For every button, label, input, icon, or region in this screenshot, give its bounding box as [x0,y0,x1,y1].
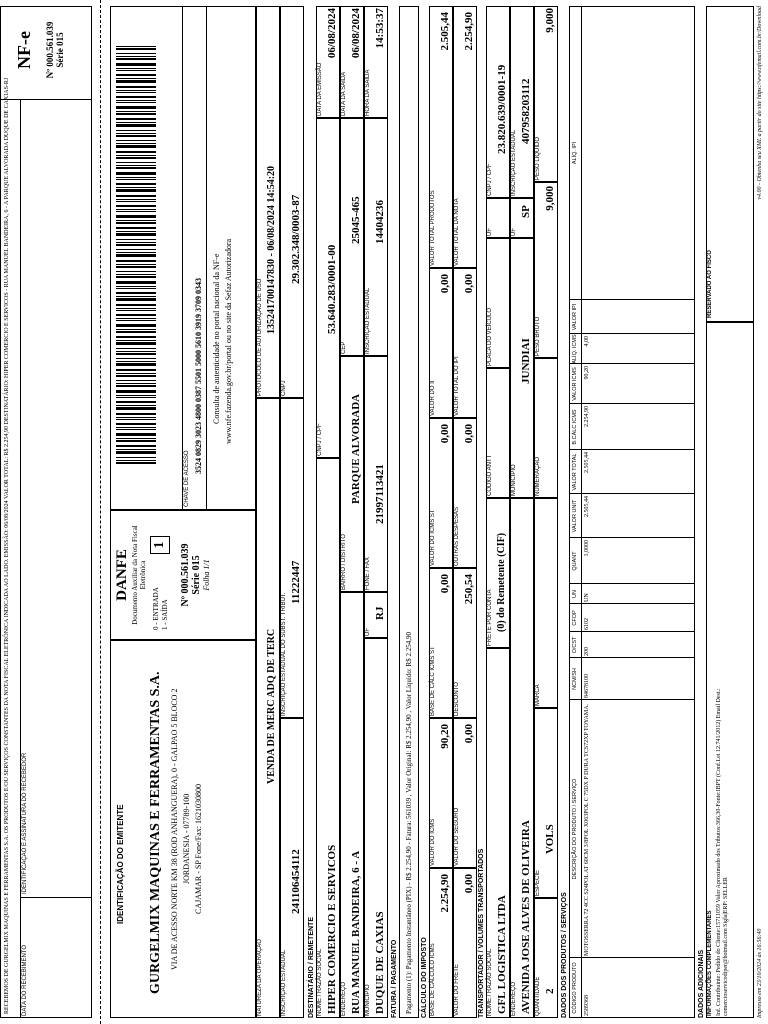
transp-name: GFL LOGISTICA LTDA [496,895,508,1014]
table-cell-ncm: 84678100 [584,674,590,698]
col-divider [569,699,695,700]
emitente-city: CAJAMAR - SP Fone/Fax: 1621030800 [194,784,203,914]
tax-frete: 0,00 [463,874,475,894]
receipt-nfe-box [14,6,65,94]
tax-bc-st: 0,00 [439,574,451,594]
dest-hora-label: HORA DA SAÍDA [365,69,371,116]
adicionais-info-label: INFORMAÇÕES COMPLEMENTARES [707,910,713,1016]
column-header: CÓDIGO PRODUTO [572,962,578,1014]
tax-v-nota-label: VALOR TOTAL DA NOTA [454,198,460,266]
transp-especie: VOLS [544,824,556,854]
chave-label: CHAVE DE ACESSO [184,450,190,507]
col-divider [569,403,695,404]
emitente-section: IDENTIFICAÇÃO DO EMITENTE [116,804,125,924]
cut-line [100,0,101,1024]
table-cell-descricao: MOTOSSERRA 72 4CC S24POL AT 60CM 3/8POL X063POL C 75DX P DURA TCS72XP TOYAMA. [584,703,590,956]
cnpj-label: CNPJ [281,380,287,396]
dest-cnpj: 53.640.283/0001-00 [326,244,338,334]
col-divider [569,449,695,450]
dest-municipio: DUQUE DE CAXIAS [374,911,386,1014]
transp-marca-label: MARCA [535,684,541,706]
iest-value: 11222447 [290,560,302,604]
tax-v-prod: 2.505,44 [439,12,451,51]
transp-marca-box [534,498,558,708]
barcode [116,44,156,464]
table-cell-cst: 200 [584,647,590,656]
tax-frete-label: VALOR DO FRETE [454,964,460,1016]
col-divider [569,657,695,658]
table-cell-codigo: 2589368 [584,995,590,1016]
tax-bc-st-label: BASE DE CÁLC ICMS ST [430,646,436,716]
table-cell-cfop: 6102 [584,618,590,630]
natureza-value: VENDA DE MERC ADQ DE TERC [266,628,277,784]
transp-qtd-label: QUANTIDADE [535,976,541,1016]
tax-ipi: 0,00 [463,274,475,294]
column-header: VALOR TOTAL [572,453,578,491]
danfe-number: Nº 000.561.039 [180,543,191,607]
transp-bruto-label: PESO BRUTO [535,316,541,356]
tax-outras-label: OUTRAS DESPESAS [454,506,460,566]
adicionais-section: DADOS ADICIONAIS [698,949,705,1018]
table-cell-un: UN [584,593,590,602]
column-header: NCM/SH [572,668,578,690]
column-header: VALOR UNIT [572,499,578,533]
table-cell-vtotal: 2.505,44 [584,452,590,473]
chave-value: 3524 0829 3023 4800 0387 5501 5000 5610 3919 3709 0343 [194,278,203,474]
cnpj-value: 29.302.348/0003-87 [290,194,302,284]
iest-label: INSCRIÇÃO ESTADUAL DO SUBST. TRIBUT. [281,592,287,716]
danfe-sheet-count: Folha 1/1 [202,559,211,591]
footer-printed: Impresso em 23/10/2024 às 16:56:40 [757,928,763,1018]
receipt-series: Série 015 [55,32,65,68]
transp-liquido-label: PESO LÍQUIDO [535,136,541,180]
receipt-nfe-title: NF-e [14,31,34,69]
protocolo-value: 135241700147830 - 06/08/2024 14:54:20 [266,165,277,334]
dest-bairro-label: BAIRRO / DISTRITO [341,534,347,590]
dest-ie-label: INSCRIÇÃO ESTADUAL [365,287,371,354]
dest-name-label: NOME / RAZÃO SOCIAL [317,948,323,1016]
receipt-number: Nº 000.561.039 [45,21,55,79]
adicionais-info-box [706,322,754,1018]
transp-cnpj: 23.820.639/0001-19 [496,64,508,154]
danfe-saida: 1 - SAÍDA [161,599,169,630]
dest-address: RUA MANUEL BANDEIRA, 6 - A [350,850,362,1014]
emitente-district: JORDANESIA - 07789-100 [182,793,191,884]
fatura-section: FATURA / PAGAMENTO [391,939,398,1018]
imposto-section: CÁLCULO DO IMPOSTO [421,937,428,1018]
transp-municipio: JUNDIAI [520,338,532,384]
col-divider [569,631,695,632]
column-header: VALOR ICMS [572,367,578,401]
transp-ie-label: INSCRIÇÃO ESTADUAL [511,129,517,196]
tax-v-st-label: VALOR DO ICMS ST [430,509,436,566]
emitente-address: VIA DE ACESSO NORTE KM 38 (ROD ANHANGUERA), 0 - GALPAO 5 BLOCO 2 [170,688,179,970]
fatura-text: Pagamento (1): Pagamento Instantâneo (PIX) - R$ 2.254,90 - Fatura: 561039 , Valor Original: R$ 2.254,90 , Valor Líquido: R$ 2.254,90 [405,632,413,1014]
consulta-line1: Consulta de autenticidade no portal nacional da NF-e [212,253,221,424]
transp-uf2: SP [520,205,532,218]
col-divider [569,493,695,494]
col-divider [569,299,695,300]
fisco-label: RESERVADO AO FISCO [707,250,713,318]
transp-uf2-label: UF [511,228,517,236]
table-cell-vicms: 90,20 [584,366,590,380]
column-header: ALÍQ. ICMS [572,334,578,364]
danfe-number-wrap [180,510,211,640]
dest-uf: RJ [374,606,386,620]
danfe-type-box: 1 [150,536,170,554]
transp-especie-label: ESPÉCIE [535,869,541,896]
transp-address: AVENIDA JOSE ALVES DE OLIVEIRA [520,820,532,1014]
transp-address-label: ENDEREÇO [511,981,517,1016]
dest-cep: 25045-465 [350,196,362,244]
transp-section: TRANSPORTADOR / VOLUMES TRANSPORTADOS [478,848,485,1018]
dest-cnpj-label: CNPJ / CPF [317,423,323,456]
transp-liquido: 9,000 [544,8,556,33]
transp-name-label: NOME / RAZÃO SOCIAL [487,948,493,1016]
transp-municipio-label: MUNICÍPIO [511,464,517,496]
dest-cep-label: CEP [341,341,347,354]
protocolo-label: PROTOCOLO DE AUTORIZAÇÃO DE USO [257,278,263,396]
transp-qtd: 2 [544,988,556,994]
col-divider [569,957,695,958]
ie-value: 241106454112 [290,849,302,914]
emitente-name: GURGELMIX MAQUINAS E FERRAMENTAS S.A. [148,671,163,994]
transp-bruto: 9,000 [544,186,556,211]
dest-hora: 14:53:37 [374,8,386,49]
tax-v-icms: 90,20 [439,724,451,749]
dest-ie: 14404236 [374,200,386,244]
col-divider [569,363,695,364]
consulta-line2[interactable]: www.nfe.fazenda.gov.br/portal ou no site da Sefaz Autorizadora [224,238,233,444]
tax-v-st: 0,00 [439,424,451,444]
dest-emissao: 06/08/2024 [326,8,338,59]
column-header: VALOR IPI [572,303,578,331]
transp-ie: 407958203112 [520,78,532,144]
tax-v-prod-label: VALOR TOTAL PRODUTOS [430,190,436,266]
table-cell-aliq: 4,00 [584,336,590,347]
transp-frete: (0) do Remetente (CIF) [496,532,507,632]
header-divider [581,6,582,1018]
col-divider [569,583,695,584]
transp-uf-label: UF [487,228,493,236]
produtos-section: DADOS DOS PRODUTOS / SERVIÇOS [561,892,568,1018]
danfe-subtitle: Documento Auxiliar da Nota Fiscal Eletrônica [131,525,147,625]
transp-numeracao-label: NUMERAÇÃO [535,456,541,496]
danfe-type-legend [152,587,170,630]
receipt-text: RECEBEMOS DE GURGELMIX MAQUINAS E FERRAMENTAS S.A. OS PRODUTOS E/OU SERVIÇOS CONSTANTES DA NOTA FISCAL ELETRÔNICA INDICADA AO LADO. EMISSÃO: 06/08/2024 VALOR TOTAL: R$ 2.254,90 DESTINATÁRIO: HIPER COMERCIO E SERVICOS - RUA MANUEL BANDEIRA, 6 - A PARQUE ALVORADA DUQUE DE CAXIAS-RJ [4,77,10,1014]
transp-antt-label: CÓDIGO ANTT [487,454,493,496]
danfe-title-wrap [114,510,147,640]
transp-placa-label: PLACA DO VEÍCULO [487,307,493,366]
tax-seguro: 0,00 [463,724,475,744]
transp-cnpj-label: CNPJ / CPF [487,163,493,196]
dest-saida: 06/08/2024 [350,8,362,59]
receipt-strip [0,6,92,1018]
dest-uf-label: UF [365,628,371,636]
danfe-entrada: 0 - ENTRADA [152,587,160,630]
dest-bairro: PARQUE ALVORADA [350,393,362,504]
table-cell-bc: 2.254,90 [584,406,590,427]
dest-name: HIPER COMERCIO E SERVICOS [326,844,338,1014]
column-header: CFOP [572,610,578,626]
col-divider [569,537,695,538]
adicionais-info: Inf. Contribuinte: Pedido do Cliente:15711059 Valor Aproximado dos Tributos:366,30-Fonte:IBPT (Conf.Lei 12.741/2012) Email Dest.: comercioservicodiper@hotmail.com Sigla|ERP: SELLER [716,688,729,1016]
column-header: DESCRIÇÃO DO PRODUTO / SERVIÇO [572,778,578,880]
tax-v-icms-label: VALOR DO ICMS [430,818,436,866]
tax-bc-icms-label: BASE DE CÁLCULO ICMS [430,943,436,1016]
footer-source: v4.00 - Obtenha seu XML a partir do site https://www.nfemail.com.br/Download [757,6,763,200]
col-divider [569,333,695,334]
receipt-signature-label: IDENTIFICAÇÃO E ASSINATURA DO RECEBEDOR [22,752,28,894]
natureza-label: NATUREZA DA OPERAÇÃO [257,939,263,1016]
dest-section: DESTINATÁRIO / REMETENTE [308,917,315,1018]
tax-bc-icms: 2.254,90 [439,874,451,913]
tax-desconto: 250,54 [463,574,475,605]
danfe-title: DANFE [114,549,130,601]
tax-outras: 0,00 [463,424,475,444]
fisco-box [706,6,754,322]
table-cell-quant: 1,0000 [584,540,590,557]
dest-emissao-label: DATA DA EMISSÃO [317,62,323,116]
col-divider [569,603,695,604]
column-header: ALÍQ. IPI [572,141,578,165]
column-header: UN [572,590,578,598]
tax-v-ii-label: VALOR DO II [430,380,436,416]
dest-saida-label: DATA DA SAÍDA [341,71,347,116]
danfe-series: Série 015 [191,555,202,595]
receipt-date-label: DATA DO RECEBIMENTO [22,944,28,1016]
column-header: O/CST [572,636,578,654]
dest-fone: 21997113421 [374,464,386,524]
ie-label: INSCRIÇÃO ESTADUAL [281,949,287,1016]
dest-fone-label: FONE / FAX [365,556,371,590]
transp-frete-label: FRETE POR CONTA [487,589,493,646]
tax-ipi-label: VALOR TOTAL DO IPI [454,356,460,416]
dest-address-label: ENDEREÇO [341,981,347,1016]
tax-v-nota: 2.254,90 [463,12,475,51]
table-cell-vunit: 2.505,44 [584,496,590,517]
tax-desconto-label: DESCONTO [454,682,460,716]
dest-municipio-label: MUNICÍPIO [365,984,371,1016]
column-header: B.CÁLC ICMS [572,409,578,445]
column-header: QUANT [572,551,578,571]
tax-seguro-label: VALOR DO SEGURO [454,807,460,866]
tax-v-ii: 0,00 [439,274,451,294]
